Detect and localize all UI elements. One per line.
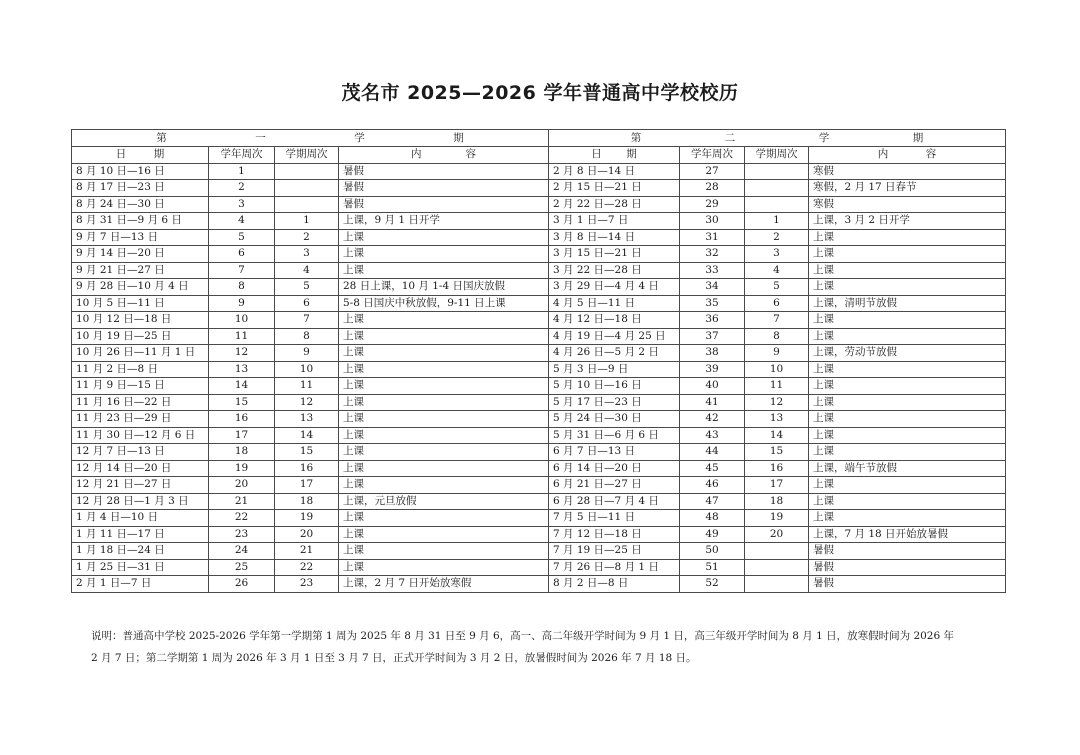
content-cell: 上课	[809, 361, 1006, 378]
date-cell: 5 月 31 日—6 月 6 日	[549, 427, 680, 444]
date-cell: 8 月 24 日—30 日	[72, 196, 209, 213]
table-row	[72, 576, 1006, 593]
table-row	[72, 163, 1006, 180]
content-cell: 上课	[809, 444, 1006, 461]
date-cell: 8 月 31 日—9 月 6 日	[72, 213, 209, 230]
date-cell: 10 月 5 日—11 日	[72, 295, 209, 312]
content-cell: 上课	[809, 229, 1006, 246]
date-cell: 6 月 21 日—27 日	[549, 477, 680, 494]
content-cell: 上课	[809, 493, 1006, 510]
semester-2-header	[549, 130, 1006, 147]
term-week-cell: 6	[745, 295, 809, 312]
term-week-cell: 22	[275, 559, 339, 576]
content-cell: 上课	[809, 427, 1006, 444]
content-cell: 上课	[339, 394, 549, 411]
year-week-cell: 3	[209, 196, 275, 213]
semester-header-row	[72, 130, 1006, 147]
date-cell: 1 月 18 日—24 日	[72, 543, 209, 560]
table-row	[72, 295, 1006, 312]
note-line-1: 说明：普通高中学校 2025-2026 学年第一学期第 1 周为 2025 年 8 月 31 日至 9 月 6，高一、高二年级开学时间为 9 月 1 日，高三年级开学时间为 8 月 1 日，放寒假时间为 2026 年	[91, 630, 955, 642]
content-cell: 上课	[809, 328, 1006, 345]
content-cell: 暑假	[339, 163, 549, 180]
year-week-cell: 39	[680, 361, 745, 378]
date-cell: 11 月 2 日—8 日	[72, 361, 209, 378]
table-row	[72, 229, 1006, 246]
date-cell: 6 月 14 日—20 日	[549, 460, 680, 477]
date-cell: 7 月 26 日—8 月 1 日	[549, 559, 680, 576]
date-cell: 11 月 23 日—29 日	[72, 411, 209, 428]
table-row	[72, 196, 1006, 213]
calendar-body	[72, 163, 1006, 592]
date-cell: 2 月 22 日—28 日	[549, 196, 680, 213]
term-week-cell	[745, 180, 809, 197]
date-cell: 3 月 8 日—14 日	[549, 229, 680, 246]
date-cell: 5 月 3 日—9 日	[549, 361, 680, 378]
date-cell: 10 月 12 日—18 日	[72, 312, 209, 329]
content-cell: 上课，9 月 1 日开学	[339, 213, 549, 230]
term-week-cell: 3	[275, 246, 339, 263]
semester-1-header	[72, 130, 549, 147]
year-week-cell: 22	[209, 510, 275, 527]
term-week-cell: 19	[275, 510, 339, 527]
year-week-cell: 32	[680, 246, 745, 263]
table-row	[72, 559, 1006, 576]
date-cell: 4 月 19 日—4 月 25 日	[549, 328, 680, 345]
semester-1-char: 第	[156, 131, 167, 144]
term-week-cell: 16	[745, 460, 809, 477]
date-cell: 11 月 9 日—15 日	[72, 378, 209, 395]
content-header: 内 容	[809, 147, 1006, 164]
term-week-cell: 17	[745, 477, 809, 494]
term-week-cell: 9	[275, 345, 339, 362]
term-week-cell: 7	[745, 312, 809, 329]
table-row	[72, 510, 1006, 527]
year-week-cell: 46	[680, 477, 745, 494]
table-row	[72, 361, 1006, 378]
year-week-cell: 26	[209, 576, 275, 593]
year-week-cell: 34	[680, 279, 745, 296]
content-cell: 上课	[339, 444, 549, 461]
term-week-cell: 11	[275, 378, 339, 395]
date-cell: 1 月 4 日—10 日	[72, 510, 209, 527]
term-week-cell	[745, 543, 809, 560]
date-cell: 11 月 30 日—12 月 6 日	[72, 427, 209, 444]
content-cell: 上课	[339, 378, 549, 395]
term-week-cell: 1	[745, 213, 809, 230]
semester-2-char: 学	[818, 131, 830, 144]
content-cell: 上课	[809, 510, 1006, 527]
date-cell: 4 月 26 日—5 月 2 日	[549, 345, 680, 362]
date-cell: 3 月 1 日—7 日	[549, 213, 680, 230]
term-week-cell: 13	[275, 411, 339, 428]
school-calendar-table	[71, 129, 1006, 593]
content-cell: 暑假	[339, 180, 549, 197]
table-row	[72, 444, 1006, 461]
term-week-cell: 19	[745, 510, 809, 527]
year-week-cell: 8	[209, 279, 275, 296]
date-cell: 7 月 19 日—25 日	[549, 543, 680, 560]
year-week-header: 学年周次	[209, 147, 275, 164]
term-week-cell: 14	[745, 427, 809, 444]
date-cell: 12 月 21 日—27 日	[72, 477, 209, 494]
date-cell: 2 月 15 日—21 日	[549, 180, 680, 197]
year-week-cell: 18	[209, 444, 275, 461]
term-week-cell: 15	[275, 444, 339, 461]
year-week-cell: 14	[209, 378, 275, 395]
semester-1-char: 学	[354, 131, 365, 144]
date-cell: 3 月 15 日—21 日	[549, 246, 680, 263]
term-week-cell: 16	[275, 460, 339, 477]
table-row	[72, 526, 1006, 543]
content-cell: 上课	[339, 543, 549, 560]
date-cell: 5 月 17 日—23 日	[549, 394, 680, 411]
content-cell: 寒假，2 月 17 日春节	[809, 180, 1006, 197]
content-cell: 上课	[809, 246, 1006, 263]
content-cell: 上课	[339, 460, 549, 477]
table-row	[72, 543, 1006, 560]
table-row	[72, 378, 1006, 395]
content-cell: 上课	[809, 394, 1006, 411]
semester-2-char: 二	[724, 131, 736, 144]
date-cell: 3 月 22 日—28 日	[549, 262, 680, 279]
table-row	[72, 394, 1006, 411]
term-week-cell: 5	[275, 279, 339, 296]
year-week-header: 学年周次	[680, 147, 745, 164]
date-header: 日 期	[549, 147, 680, 164]
date-cell: 1 月 11 日—17 日	[72, 526, 209, 543]
term-week-cell: 20	[275, 526, 339, 543]
term-week-cell	[745, 576, 809, 593]
term-week-cell: 12	[275, 394, 339, 411]
year-week-cell: 31	[680, 229, 745, 246]
table-row	[72, 180, 1006, 197]
content-cell: 上课	[809, 477, 1006, 494]
content-cell: 上课	[809, 312, 1006, 329]
year-week-cell: 33	[680, 262, 745, 279]
content-cell: 上课	[339, 246, 549, 263]
year-week-cell: 41	[680, 394, 745, 411]
term-week-cell: 10	[745, 361, 809, 378]
year-week-cell: 27	[680, 163, 745, 180]
semester-2-char: 第	[630, 131, 642, 144]
date-cell: 3 月 29 日—4 月 4 日	[549, 279, 680, 296]
year-week-cell: 6	[209, 246, 275, 263]
term-week-cell: 7	[275, 312, 339, 329]
explanation-note	[91, 625, 991, 669]
year-week-cell: 7	[209, 262, 275, 279]
year-week-cell: 17	[209, 427, 275, 444]
year-week-cell: 5	[209, 229, 275, 246]
content-cell: 上课	[339, 328, 549, 345]
date-cell: 10 月 19 日—25 日	[72, 328, 209, 345]
year-week-cell: 42	[680, 411, 745, 428]
term-week-cell: 11	[745, 378, 809, 395]
year-week-cell: 19	[209, 460, 275, 477]
content-cell: 28 日上课，10 月 1-4 日国庆放假	[339, 279, 549, 296]
content-cell: 上课，7 月 18 日开始放暑假	[809, 526, 1006, 543]
term-week-cell: 3	[745, 246, 809, 263]
date-cell: 6 月 28 日—7 月 4 日	[549, 493, 680, 510]
table-row	[72, 427, 1006, 444]
term-week-cell: 10	[275, 361, 339, 378]
date-cell: 2 月 1 日—7 日	[72, 576, 209, 593]
year-week-cell: 51	[680, 559, 745, 576]
term-week-header: 学期周次	[745, 147, 809, 164]
year-week-cell: 29	[680, 196, 745, 213]
year-week-cell: 24	[209, 543, 275, 560]
year-week-cell: 21	[209, 493, 275, 510]
content-cell: 上课	[339, 510, 549, 527]
date-cell: 12 月 7 日—13 日	[72, 444, 209, 461]
content-cell: 上课，元旦放假	[339, 493, 549, 510]
content-cell: 上课	[339, 361, 549, 378]
date-cell: 7 月 12 日—18 日	[549, 526, 680, 543]
term-week-cell: 14	[275, 427, 339, 444]
year-week-cell: 30	[680, 213, 745, 230]
date-cell: 9 月 7 日—13 日	[72, 229, 209, 246]
table-row	[72, 328, 1006, 345]
content-cell: 上课	[339, 526, 549, 543]
date-cell: 8 月 10 日—16 日	[72, 163, 209, 180]
term-week-cell: 1	[275, 213, 339, 230]
table-row	[72, 262, 1006, 279]
table-row	[72, 411, 1006, 428]
content-cell: 上课，2 月 7 日开始放寒假	[339, 576, 549, 593]
year-week-cell: 16	[209, 411, 275, 428]
term-week-cell: 8	[275, 328, 339, 345]
date-cell: 6 月 7 日—13 日	[549, 444, 680, 461]
year-week-cell: 35	[680, 295, 745, 312]
content-cell: 上课	[339, 312, 549, 329]
term-week-cell: 13	[745, 411, 809, 428]
date-cell: 9 月 21 日—27 日	[72, 262, 209, 279]
content-cell: 上课	[339, 262, 549, 279]
date-cell: 8 月 17 日—23 日	[72, 180, 209, 197]
term-week-cell: 21	[275, 543, 339, 560]
content-cell: 上课	[809, 262, 1006, 279]
term-week-cell: 20	[745, 526, 809, 543]
year-week-cell: 12	[209, 345, 275, 362]
year-week-cell: 10	[209, 312, 275, 329]
year-week-cell: 2	[209, 180, 275, 197]
content-cell: 上课，清明节放假	[809, 295, 1006, 312]
table-row	[72, 345, 1006, 362]
content-cell: 上课	[339, 477, 549, 494]
term-week-cell	[745, 196, 809, 213]
year-week-cell: 40	[680, 378, 745, 395]
term-week-cell: 18	[745, 493, 809, 510]
date-cell: 12 月 28 日—1 月 3 日	[72, 493, 209, 510]
content-cell: 上课，劳动节放假	[809, 345, 1006, 362]
term-week-cell: 4	[745, 262, 809, 279]
table-row	[72, 493, 1006, 510]
term-week-cell: 15	[745, 444, 809, 461]
term-week-cell: 12	[745, 394, 809, 411]
year-week-cell: 45	[680, 460, 745, 477]
date-cell: 9 月 14 日—20 日	[72, 246, 209, 263]
term-week-cell: 9	[745, 345, 809, 362]
year-week-cell: 4	[209, 213, 275, 230]
term-week-cell: 4	[275, 262, 339, 279]
table-row	[72, 279, 1006, 296]
term-week-cell: 18	[275, 493, 339, 510]
table-row	[72, 460, 1006, 477]
content-cell: 上课	[339, 427, 549, 444]
date-cell: 4 月 5 日—11 日	[549, 295, 680, 312]
content-cell: 暑假	[809, 559, 1006, 576]
year-week-cell: 48	[680, 510, 745, 527]
year-week-cell: 20	[209, 477, 275, 494]
content-cell: 上课	[809, 378, 1006, 395]
term-week-cell: 5	[745, 279, 809, 296]
date-cell: 8 月 2 日—8 日	[549, 576, 680, 593]
year-week-cell: 11	[209, 328, 275, 345]
note-line-2: 2 月 7 日；第二学期第 1 周为 2026 年 3 月 1 日至 3 月 7 日，正式开学时间为 3 月 2 日，放暑假时间为 2026 年 7 月 18 日。	[91, 652, 697, 664]
term-week-cell	[745, 163, 809, 180]
term-week-header: 学期周次	[275, 147, 339, 164]
content-cell: 上课	[339, 559, 549, 576]
semester-1-char: 期	[453, 131, 464, 144]
date-cell: 1 月 25 日—31 日	[72, 559, 209, 576]
year-week-cell: 37	[680, 328, 745, 345]
term-week-cell	[275, 196, 339, 213]
year-week-cell: 50	[680, 543, 745, 560]
date-cell: 2 月 8 日—14 日	[549, 163, 680, 180]
term-week-cell	[275, 180, 339, 197]
content-cell: 上课	[339, 411, 549, 428]
content-header: 内 容	[339, 147, 549, 164]
content-cell: 寒假	[809, 196, 1006, 213]
year-week-cell: 49	[680, 526, 745, 543]
term-week-cell	[745, 559, 809, 576]
year-week-cell: 47	[680, 493, 745, 510]
year-week-cell: 9	[209, 295, 275, 312]
term-week-cell	[275, 163, 339, 180]
term-week-cell: 23	[275, 576, 339, 593]
year-week-cell: 52	[680, 576, 745, 593]
table-row	[72, 213, 1006, 230]
content-cell: 暑假	[809, 543, 1006, 560]
content-cell: 暑假	[809, 576, 1006, 593]
term-week-cell: 8	[745, 328, 809, 345]
date-cell: 9 月 28 日—10 月 4 日	[72, 279, 209, 296]
content-cell: 寒假	[809, 163, 1006, 180]
page-title: 茂名市 2025—2026 学年普通高中学校校历	[341, 82, 739, 104]
date-cell: 11 月 16 日—22 日	[72, 394, 209, 411]
content-cell: 上课	[809, 279, 1006, 296]
content-cell: 5-8 日国庆中秋放假，9-11 日上课	[339, 295, 549, 312]
content-cell: 上课	[809, 411, 1006, 428]
year-week-cell: 1	[209, 163, 275, 180]
date-cell: 5 月 24 日—30 日	[549, 411, 680, 428]
term-week-cell: 2	[275, 229, 339, 246]
date-cell: 7 月 5 日—11 日	[549, 510, 680, 527]
table-row	[72, 477, 1006, 494]
term-week-cell: 6	[275, 295, 339, 312]
year-week-cell: 43	[680, 427, 745, 444]
year-week-cell: 44	[680, 444, 745, 461]
semester-1-char: 一	[255, 131, 266, 144]
year-week-cell: 38	[680, 345, 745, 362]
semester-2-char: 期	[912, 131, 924, 144]
table-row	[72, 312, 1006, 329]
content-cell: 上课	[339, 229, 549, 246]
date-cell: 4 月 12 日—18 日	[549, 312, 680, 329]
date-cell: 5 月 10 日—16 日	[549, 378, 680, 395]
content-cell: 上课，端午节放假	[809, 460, 1006, 477]
year-week-cell: 25	[209, 559, 275, 576]
date-cell: 10 月 26 日—11 月 1 日	[72, 345, 209, 362]
term-week-cell: 17	[275, 477, 339, 494]
content-cell: 上课	[339, 345, 549, 362]
term-week-cell: 2	[745, 229, 809, 246]
year-week-cell: 23	[209, 526, 275, 543]
date-header: 日 期	[72, 147, 209, 164]
year-week-cell: 36	[680, 312, 745, 329]
year-week-cell: 28	[680, 180, 745, 197]
content-cell: 暑假	[339, 196, 549, 213]
column-header-row	[72, 147, 1006, 164]
year-week-cell: 15	[209, 394, 275, 411]
year-week-cell: 13	[209, 361, 275, 378]
date-cell: 12 月 14 日—20 日	[72, 460, 209, 477]
table-row	[72, 246, 1006, 263]
content-cell: 上课，3 月 2 日开学	[809, 213, 1006, 230]
